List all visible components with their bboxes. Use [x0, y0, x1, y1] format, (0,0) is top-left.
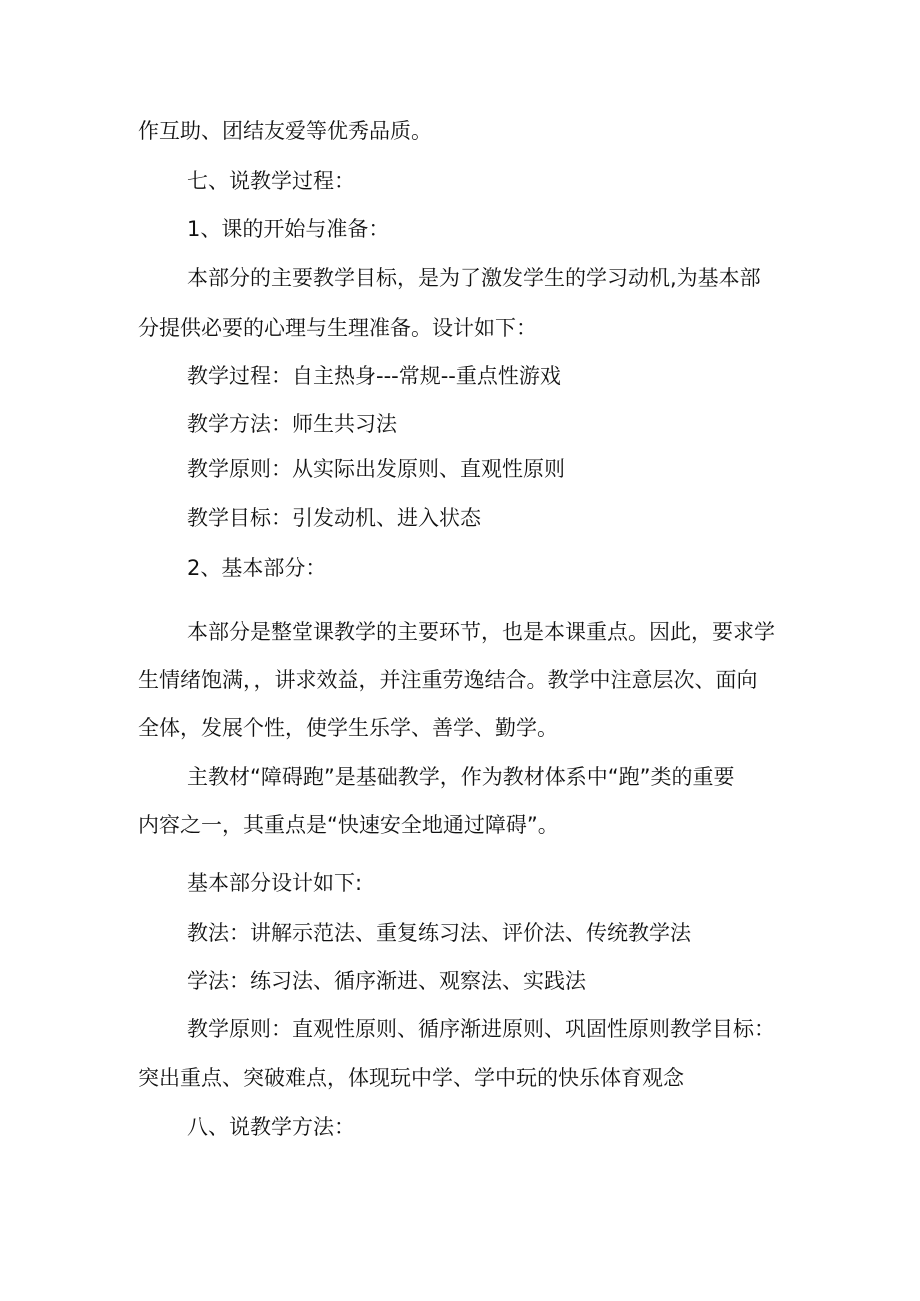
text-line: 作互助、团结友爱等优秀品质。: [138, 119, 432, 143]
text-line: 本部分是整堂课教学的主要环节，也是本课重点。因此，要求学: [187, 620, 775, 644]
section-heading: 八、说教学方法：: [187, 1115, 355, 1139]
text-line: 分提供必要的心理与生理准备。设计如下：: [138, 316, 537, 340]
text-line: 基本部分设计如下:: [187, 871, 363, 895]
text-line: 全体，发展个性，使学生乐学、善学、勤学。: [138, 716, 558, 740]
text-line: 教学过程：自主热身---常规--重点性游戏: [187, 364, 561, 388]
text-line: 教学原则：从实际出发原则、直观性原则: [187, 457, 565, 481]
text-line: 生情绪饱满，，讲求效益，并注重劳逸结合。教学中注意层次、面向: [138, 668, 758, 692]
subsection-heading: 2、基本部分：: [187, 556, 327, 580]
section-heading: 七、说教学过程：: [187, 169, 355, 193]
text-line: 突出重点、突破难点，体现玩中学、学中玩的快乐体育观念: [138, 1066, 684, 1090]
text-line: 教法：讲解示范法、重复练习法、评价法、传统教学法: [187, 921, 691, 945]
text-line: 内容之一，其重点是“快速安全地通过障碍”。: [138, 813, 559, 837]
text-line: 学法：练习法、循序渐进、观察法、实践法: [187, 969, 586, 993]
text-line: 教学原则：直观性原则、循序渐进原则、巩固性原则教学目标：: [187, 1017, 775, 1041]
text-line: 教学目标：引发动机、进入状态: [187, 506, 481, 530]
text-line: 主教材“障碍跑”是基础教学，作为教材体系中“跑”类的重要: [187, 765, 735, 789]
subsection-heading: 1、课的开始与准备：: [187, 217, 390, 241]
text-line: 本部分的主要教学目标，是为了激发学生的学习动机,为基本部: [187, 266, 761, 290]
text-line: 教学方法：师生共习法: [187, 412, 397, 436]
